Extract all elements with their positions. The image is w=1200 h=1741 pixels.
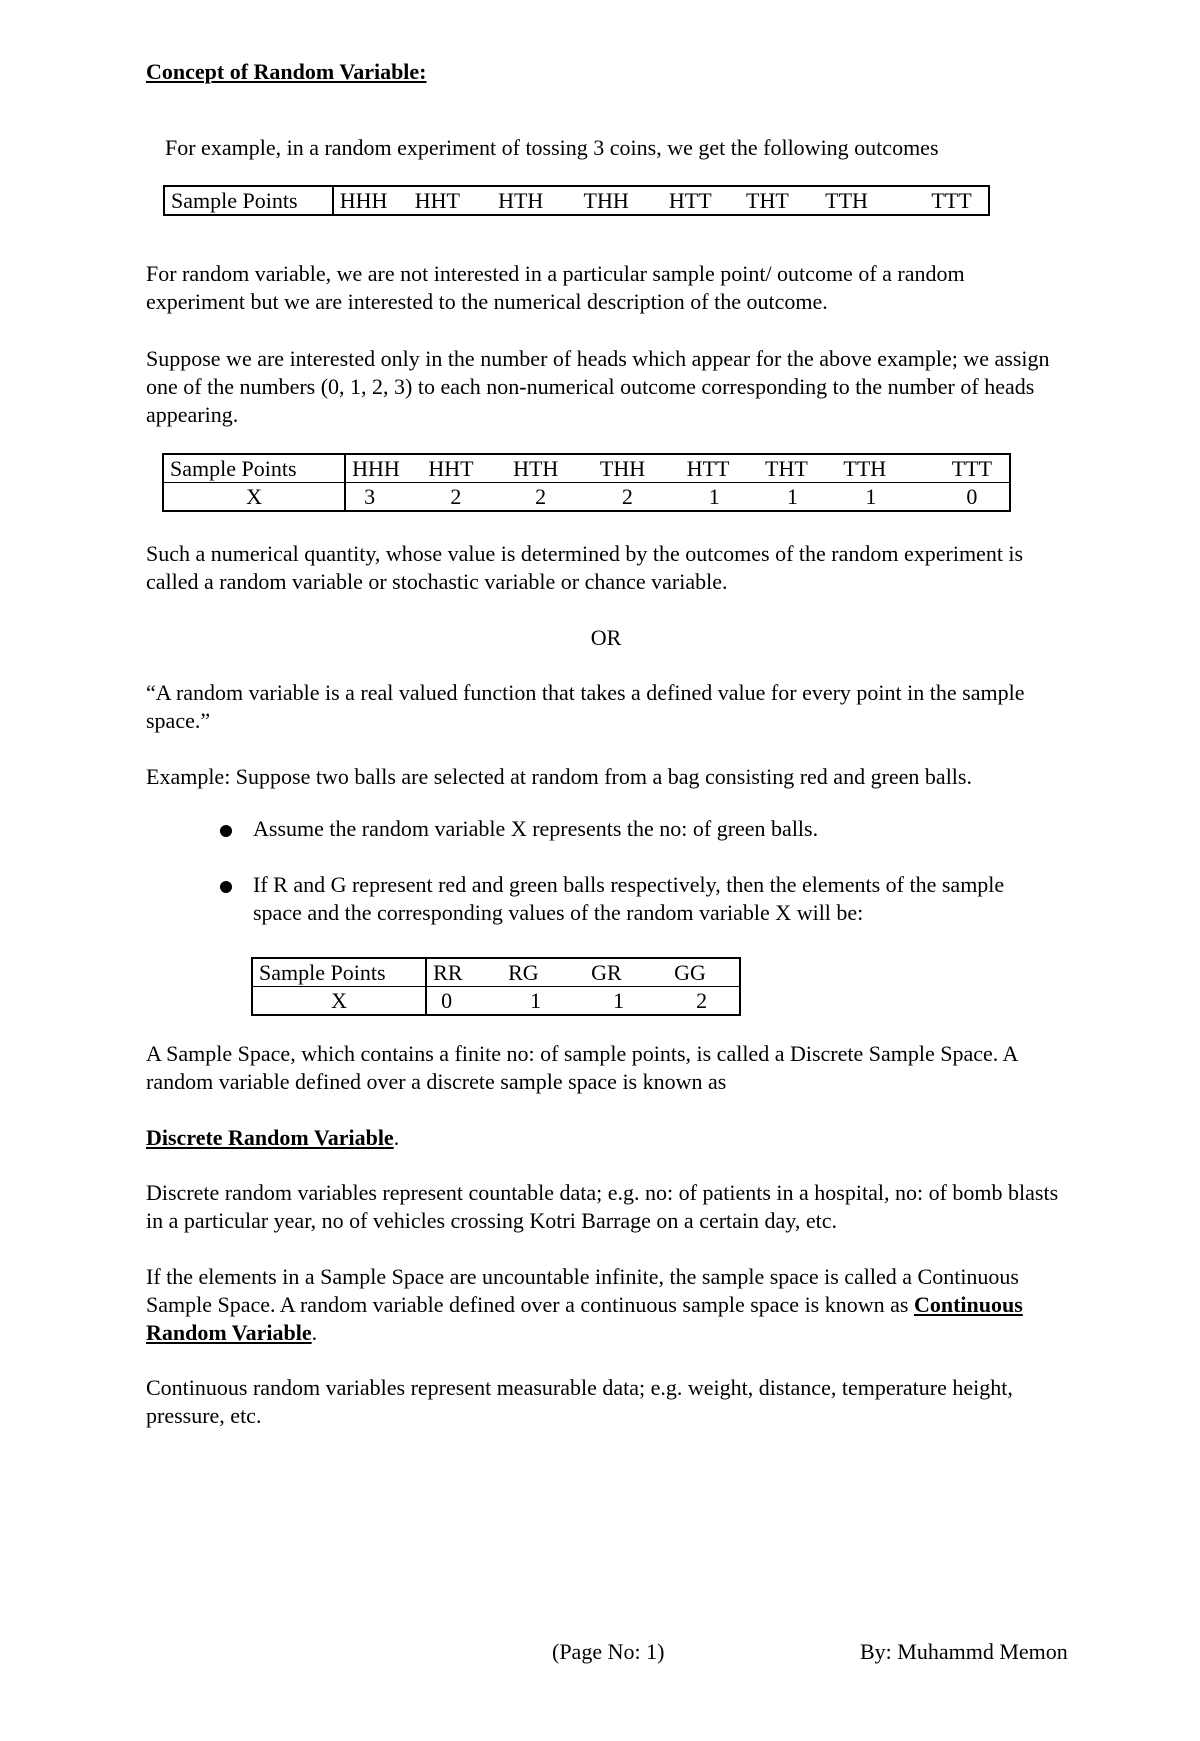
table-cell: 1 [837,483,934,512]
paragraph-continuous-examples: Continuous random variables represent measurable data; e.g. weight, distance, temperature height, pressure, etc. [146,1375,1013,1428]
table-cell: THT [759,454,837,483]
table-header-cell: Sample Points [163,454,345,483]
paragraph-discrete-space: A Sample Space, which contains a finite no: of sample points, is called a Discrete Sample Space. A random variable defined over a discrete sample space is known as [146,1041,1018,1094]
paragraph-heads: Suppose we are interested only in the number of heads which appear for the above example; we assign one of the numbers (0, 1, 2, 3) to each non-numerical outcome corresponding to the number of heads appearing. [146,346,1050,427]
discrete-random-variable-heading: Discrete Random Variable [146,1125,394,1150]
discrete-heading-line [146,1124,1066,1152]
heads-table [162,453,1011,512]
table-row [252,958,740,987]
bullet-icon [220,881,232,893]
table-row [163,454,1010,483]
paragraph-definition: Such a numerical quantity, whose value is determined by the outcomes of the random experiment is called a random variable or stochastic variable or chance variable. [146,541,1024,594]
table-cell: 0 [426,987,502,1016]
definition-quote: “A random variable is a real valued function that takes a defined value for every point in the sample space.” [146,680,1025,733]
table-cell: 2 [668,987,740,1016]
table-cell: TTT [915,186,989,215]
paragraph-discrete-examples: Discrete random variables represent countable data; e.g. no: of patients in a hospital, no: of bomb blasts in a particular year, no of vehicles crossing Kotri Barrage on a certain day, etc. [146,1180,1059,1233]
table-cell: RG [502,958,585,987]
outcomes-table [163,185,990,216]
table-cell: 1 [681,483,759,512]
table-header-cell: X [163,483,345,512]
intro-text: For example, in a random experiment of tossing 3 coins, we get the following outcomes [165,135,939,160]
table-cell: HTT [663,186,740,215]
table-cell: HTT [681,454,759,483]
table-cell: HHT [422,454,507,483]
table-cell: GG [668,958,740,987]
table-cell: TTT [935,454,1010,483]
table-cell: GR [585,958,668,987]
paragraph-continuous-space [146,1263,1066,1347]
table-row [252,987,740,1016]
table-header-cell: Sample Points [252,958,426,987]
author-credit: By: Muhammd Memon [860,1639,1068,1664]
table-cell: TTH [837,454,934,483]
or-separator: OR [590,625,622,650]
table-cell: HHT [409,186,492,215]
table-cell: 3 [345,483,422,512]
table-cell: THH [594,454,681,483]
table-cell: HHH [345,454,422,483]
example-text: Example: Suppose two balls are selected at random from a bag consisting red and green balls. [146,764,972,789]
table-row [164,186,989,215]
table-cell: 1 [759,483,837,512]
bullet-item: If R and G represent red and green balls respectively, then the elements of the sample space and the corresponding values of the random variable X will be: [253,872,1005,925]
balls-table [251,957,741,1016]
table-cell: RR [426,958,502,987]
paragraph-interest: For random variable, we are not interested in a particular sample point/ outcome of a random experiment but we are interested to the numerical description of the outcome. [146,261,965,314]
heading-period: . [393,1125,400,1150]
page-title: Concept of Random Variable: [146,59,427,84]
table-header-cell: X [252,987,426,1016]
table-cell: 0 [935,483,1010,512]
table-cell: 1 [585,987,668,1016]
table-cell: 2 [422,483,507,512]
bullet-icon [220,825,232,837]
table-cell: TTH [819,186,915,215]
table-cell: THH [578,186,663,215]
table-header-cell: Sample Points [164,186,333,215]
page-number: (Page No: 1) [552,1639,665,1664]
heading-period: . [311,1320,318,1345]
continuous-random-variable-heading: Continuous Random Variable [146,1292,1023,1345]
table-cell: 2 [594,483,681,512]
table-cell: HHH [333,186,409,215]
table-row [163,483,1010,512]
continuous-intro-text: If the elements in a Sample Space are uncountable infinite, the sample space is called a Continuous Sample Space. A random variable defined over a continuous sample space is known as [146,1264,1019,1317]
table-cell: THT [740,186,819,215]
bullet-item: Assume the random variable X represents the no: of green balls. [253,816,819,841]
table-cell: 1 [502,987,585,1016]
table-cell: 2 [507,483,594,512]
table-cell: HTH [492,186,577,215]
table-cell: HTH [507,454,594,483]
